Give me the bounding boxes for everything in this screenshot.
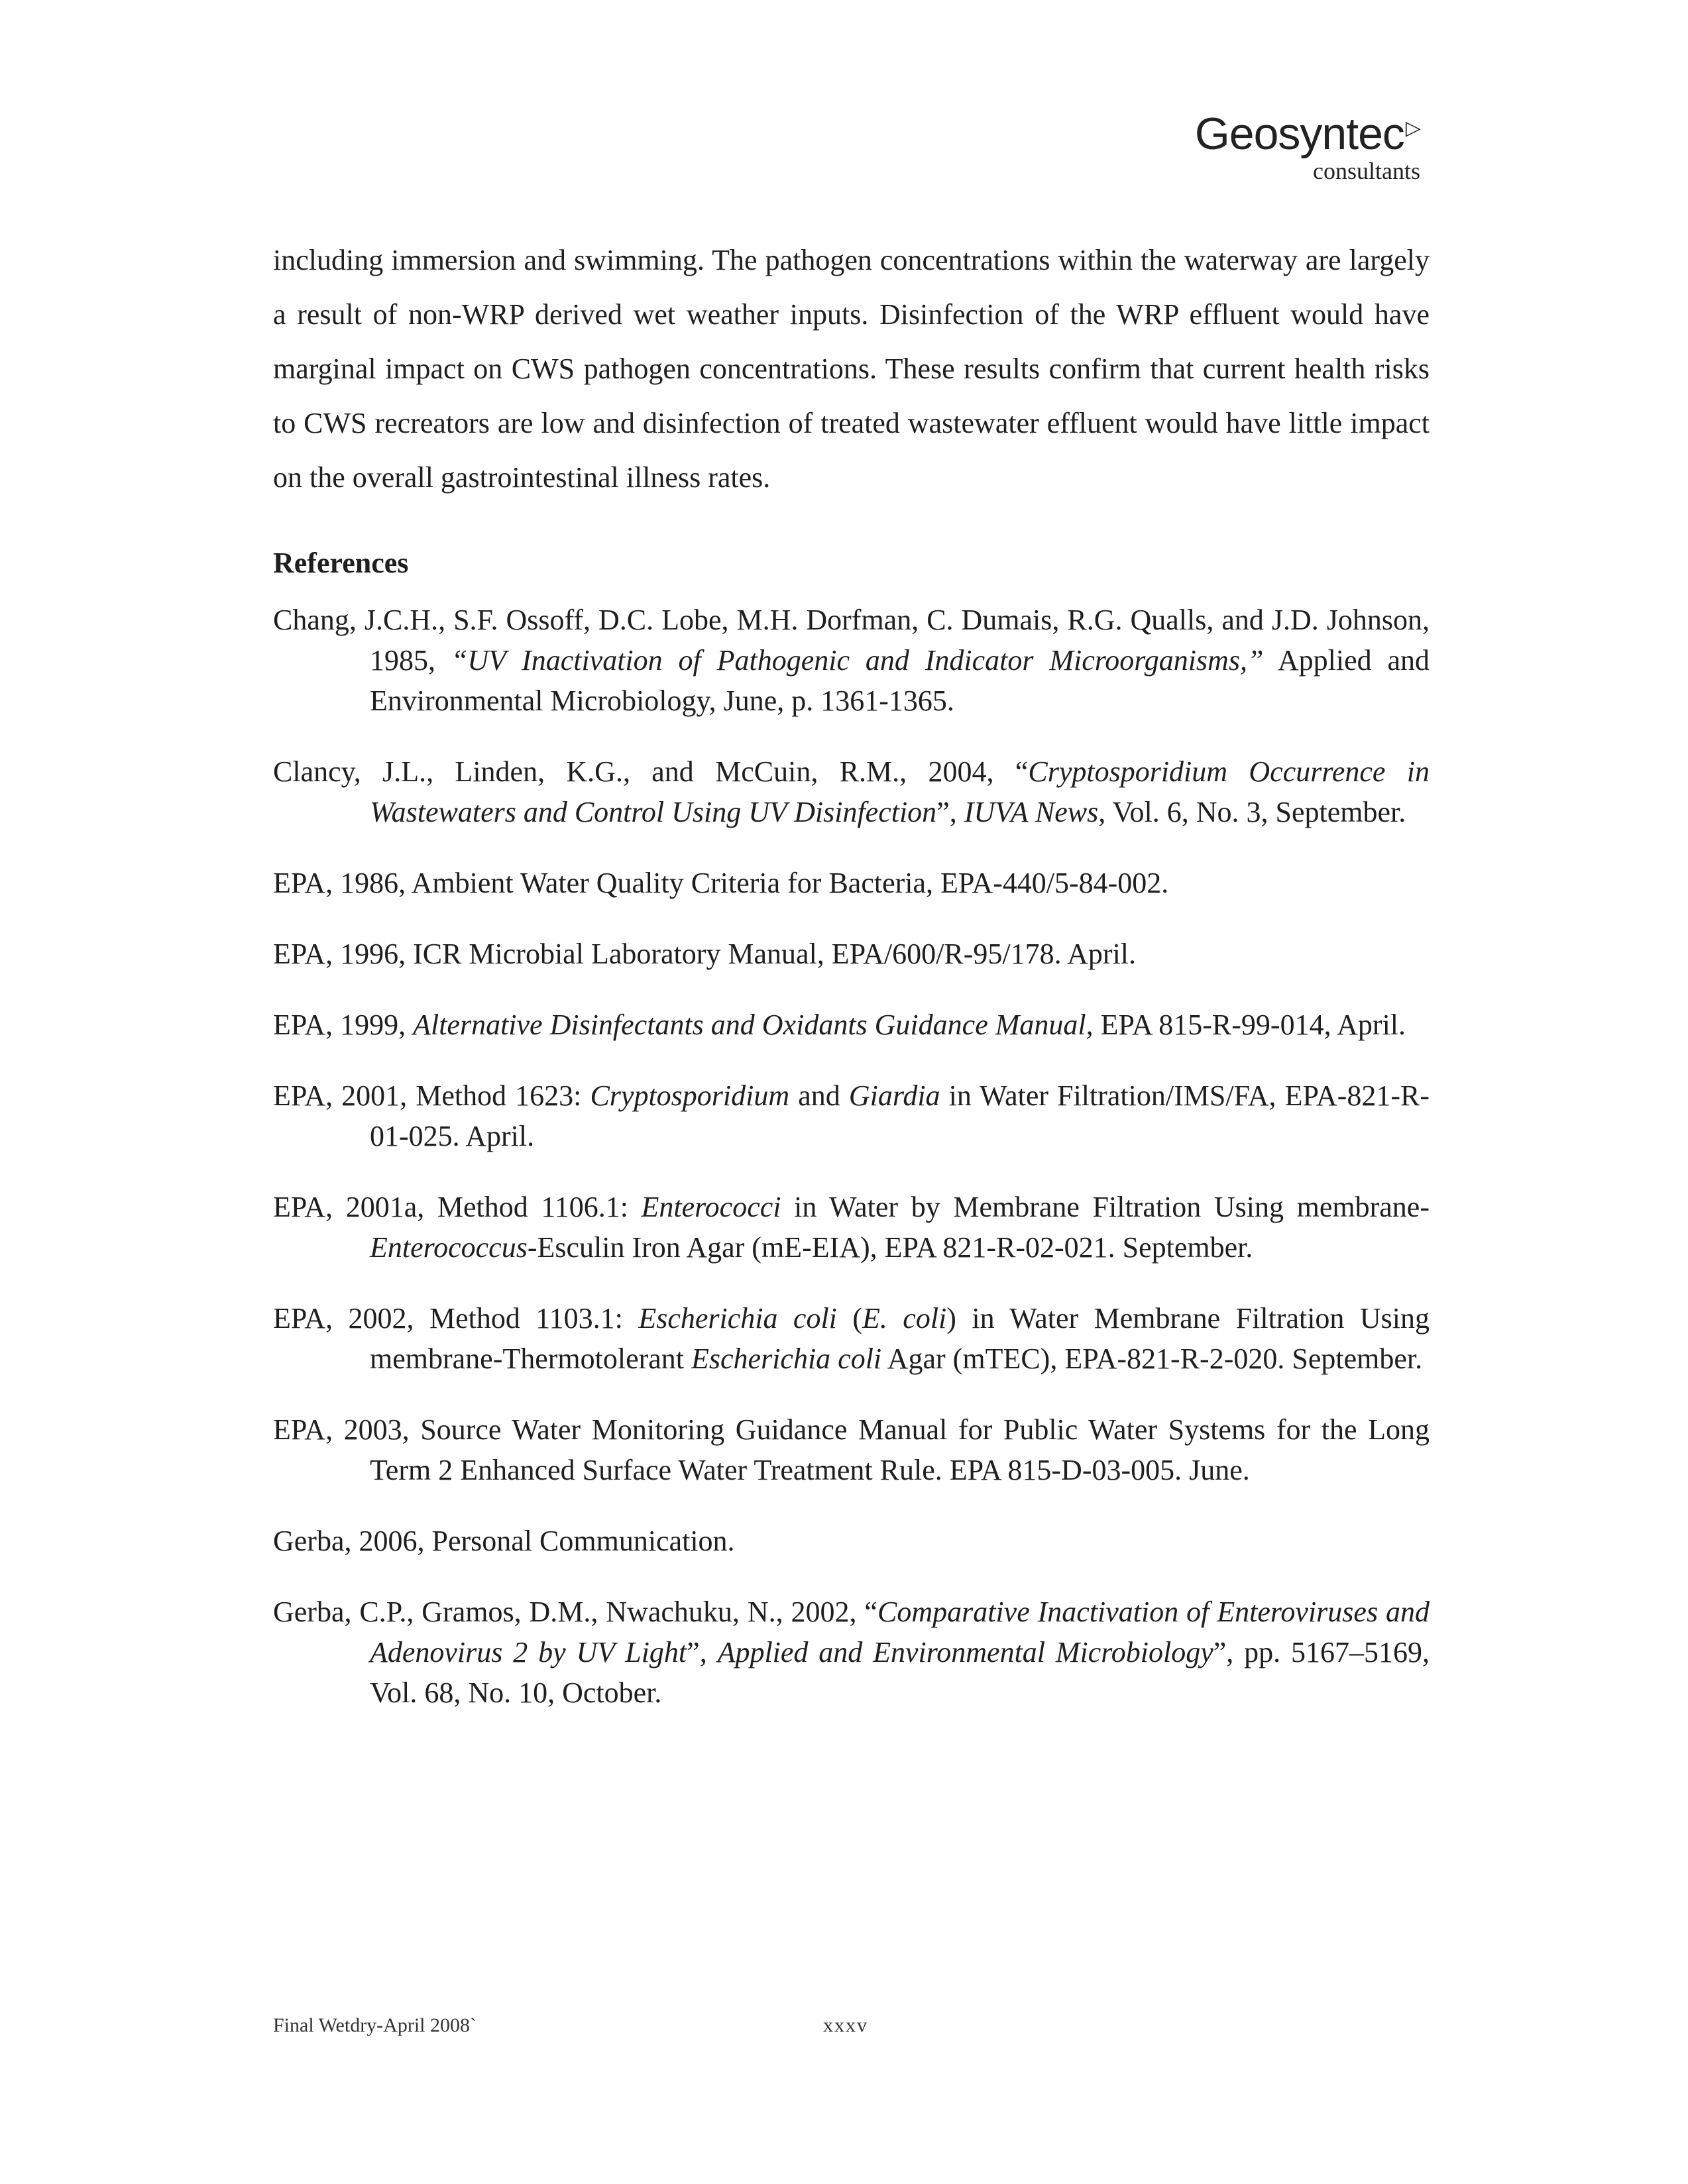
reference-text: EPA 815-R-99-014, April. bbox=[1093, 1009, 1406, 1041]
body-paragraph: including immersion and swimming. The pathogen concentrations within the waterway are largely a result of non-WRP derived wet weather inputs. Disinfection of the WRP effluent would have marginal impact on CWS pathogen concentrations. These results confirm that current health risks to CWS recreators are low and disinfection of treated wastewater effluent would have little impact on the overall gastrointestinal illness rates. bbox=[273, 244, 1430, 494]
reference-text: EPA, 2002, Method 1103.1: bbox=[273, 1302, 639, 1335]
reference-italic-text: E. coli bbox=[862, 1302, 947, 1335]
reference-text: Agar (mTEC), EPA-821-R-2-020. September. bbox=[881, 1342, 1423, 1375]
reference-italic-text: Escherichia coli bbox=[638, 1302, 837, 1335]
reference-italic-text: Cryptosporidium bbox=[590, 1079, 790, 1112]
reference-entry bbox=[273, 600, 1430, 721]
reference-italic-text: Cryptosporidium Occurrence in Wastewaters and Control Using UV Disinfection bbox=[370, 755, 1430, 828]
reference-italic-text: Alternative Disinfectants and Oxidants Guidance Manual, bbox=[413, 1009, 1094, 1041]
reference-italic-text: “UV Inactivation of Pathogenic and Indicator Microorganisms,” bbox=[451, 644, 1264, 677]
reference-text: EPA, 1999, bbox=[273, 1009, 414, 1041]
reference-entry bbox=[273, 1187, 1430, 1268]
reference-italic-text: Giardia bbox=[848, 1079, 940, 1112]
reference-text: Applied and Environmental Microbiology, June, p. 1361-1365. bbox=[370, 644, 1430, 717]
reference-text: and bbox=[789, 1079, 849, 1112]
reference-text: ”, pp. 5167–5169, Vol. 68, No. 10, October. bbox=[370, 1636, 1430, 1709]
reference-text: Gerba, C.P., Gramos, D.M., Nwachuku, N., 2002, “ bbox=[273, 1596, 877, 1628]
footer-document-name: Final Wetdry-April 2008` bbox=[273, 2014, 477, 2036]
reference-text: EPA, 2003, Source Water Monitoring Guidance Manual for Public Water Systems for the Long Term 2 Enhanced Surface Water Treatment Rule. EPA 815-D-03-005. June. bbox=[273, 1413, 1430, 1486]
reference-italic-text: Applied and Environmental Microbiology bbox=[717, 1636, 1213, 1668]
reference-text: EPA, 2001, Method 1623: bbox=[273, 1079, 591, 1112]
reference-entry bbox=[273, 1521, 1430, 1561]
reference-entry bbox=[273, 1005, 1430, 1045]
references-heading: References bbox=[273, 547, 409, 579]
reference-text: in Water by Membrane Filtration Using membrane- bbox=[781, 1191, 1430, 1223]
reference-text: EPA, 1996, ICR Microbial Laboratory Manual, EPA/600/R-95/178. April. bbox=[273, 938, 1137, 970]
logo-triangle-icon: ▷ bbox=[1405, 117, 1420, 139]
reference-text: Clancy, J.L., Linden, K.G., and McCuin, R.M., 2004, “ bbox=[273, 755, 1029, 788]
reference-text: ( bbox=[836, 1302, 862, 1335]
reference-entry bbox=[273, 1298, 1430, 1379]
reference-entry bbox=[273, 934, 1430, 974]
reference-text: Chang, J.C.H., S.F. Ossoff, D.C. Lobe, M.H. Dorfman, C. Dumais, R.G. Qualls, and J.D. Johnson, 1985, bbox=[273, 604, 1430, 677]
reference-italic-text: Escherichia coli bbox=[691, 1342, 882, 1375]
reference-text: Gerba, 2006, Personal Communication. bbox=[273, 1525, 735, 1557]
reference-italic-text: Comparative Inactivation of Enteroviruses and Adenovirus 2 by UV Light bbox=[370, 1596, 1430, 1668]
reference-text: -Esculin Iron Agar (mE-EIA), EPA 821-R-02-021. September. bbox=[527, 1231, 1253, 1264]
company-logo bbox=[1195, 111, 1420, 183]
reference-italic-text: Enterococci bbox=[641, 1191, 781, 1223]
reference-text: ”, bbox=[936, 796, 964, 828]
reference-text: ) in Water Membrane Filtration Using membrane-Thermotolerant bbox=[370, 1302, 1430, 1375]
reference-text: EPA, 2001a, Method 1106.1: bbox=[273, 1191, 642, 1223]
reference-entry bbox=[273, 1075, 1430, 1156]
reference-italic-text: IUVA News, bbox=[964, 796, 1106, 828]
reference-entry bbox=[273, 1592, 1430, 1713]
reference-entry bbox=[273, 751, 1430, 832]
reference-text: ”, bbox=[687, 1636, 718, 1668]
footer-page-number: xxxv bbox=[823, 2014, 868, 2036]
references-list bbox=[273, 600, 1430, 1713]
logo-subtitle: consultants bbox=[1313, 158, 1420, 184]
reference-text: Vol. 6, No. 3, September. bbox=[1105, 796, 1406, 828]
page-content bbox=[273, 233, 1430, 1743]
reference-entry bbox=[273, 863, 1430, 903]
reference-text: EPA, 1986, Ambient Water Quality Criteria for Bacteria, EPA-440/5-84-002. bbox=[273, 867, 1169, 899]
logo-wordmark: Geosyntec▷ bbox=[1194, 109, 1420, 159]
reference-italic-text: Enterococcus bbox=[370, 1231, 528, 1264]
reference-entry bbox=[273, 1409, 1430, 1490]
reference-text: in Water Filtration/IMS/FA, EPA-821-R-01-025. April. bbox=[370, 1079, 1430, 1152]
